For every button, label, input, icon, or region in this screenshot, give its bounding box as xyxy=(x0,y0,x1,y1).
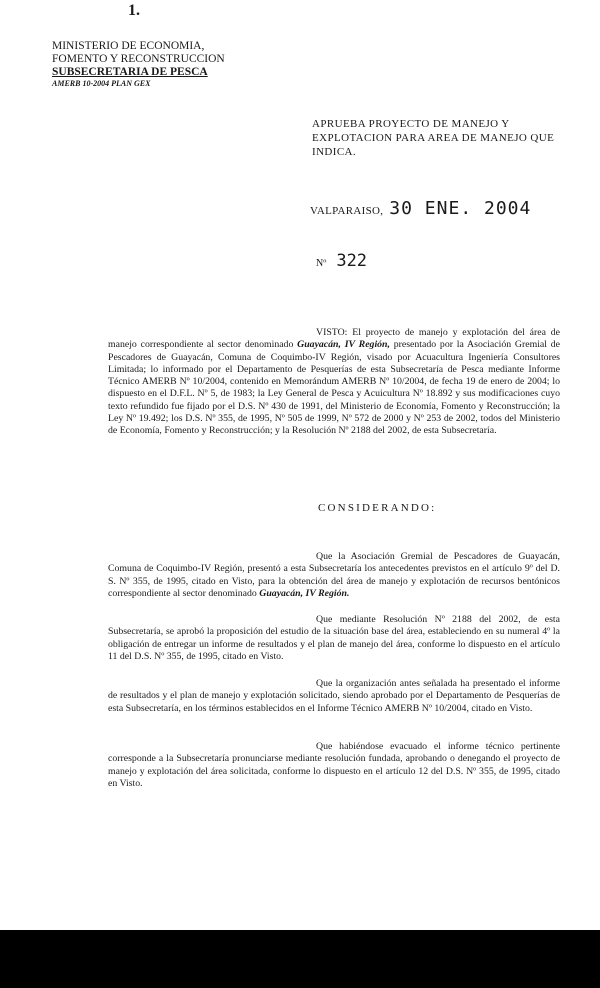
subsecretaria-name: SUBSECRETARIA DE PESCA xyxy=(52,66,208,78)
scan-bottom-border xyxy=(0,930,600,988)
resolution-number xyxy=(316,251,367,271)
date-city: VALPARAISO, xyxy=(310,205,384,217)
visto-paragraph xyxy=(108,327,560,438)
visto-text-2: presentado por la Asociación Gremial de Pescadores de Guayacán, Comuna de Coquimbo-IV Región, visado por Acuacultura Ingeniería Consultores Limitada; lo informado por el Departamento de Pesquerías de esta Subsecretaría de Pesca mediante Informe Técnico AMERB Nº 10/2004, contenido en Memorándum AMERB Nº 10/2004, de fecha 19 de enero de 2004; lo dispuesto en el D.F.L. Nº 5, de 1983; la Ley General de Pesca y Acuicultura Nº 18.892 y sus modificaciones cuyo texto refundido fue fijado por el D.S. Nº 430 de 1991, del Ministerio de Economía, Fomento y Reconstrucción; la Ley Nº 19.492; los D.S. Nº 355, de 1995, Nº 505 de 1999, Nº 572 de 2000 y Nº 253 de 2002, todos del Ministerio de Economía, Fomento y Reconstrucción; y la Resolución Nº 2188 del 2002, de esta Subsecretaría. xyxy=(108,339,561,437)
date-line xyxy=(310,198,531,219)
corner-mark: 1. xyxy=(128,2,140,19)
date-stamp: 30 ENE. 2004 xyxy=(389,198,532,219)
considerando-heading: CONSIDERANDO: xyxy=(318,502,437,514)
ministry-name: MINISTERIO DE ECONOMIA, xyxy=(52,40,205,52)
considerando-1 xyxy=(108,551,560,600)
resolution-number-label: Nº xyxy=(316,258,327,269)
ministry-name-cont: FOMENTO Y RECONSTRUCCION xyxy=(52,53,225,65)
considerando-3: Que la organización antes señalada ha presentado el informe de resultados y el plan de manejo y explotación solicitado, siendo aprobado por el Departamento de Pesquerías de esta Subsecretaría, en los términos establecidos en el Informe Técnico AMERB Nº 10/2004, citado en Visto. xyxy=(108,678,560,714)
visto-sector-name: Guayacán, IV Región, xyxy=(297,339,390,351)
considerando-2: Que mediante Resolución Nº 2188 del 2002, de esta Subsecretaría, se aprobó la proposición del estudio de la situación base del área, estableciendo en su numeral 4º la obligación de entregar un informe de resultados y el plan de manejo del área, conforme lo dispuesto en el artículo 11 del D.S. Nº 355, de 1995, citado en Visto. xyxy=(108,614,560,662)
considerando-1-sector: Guayacán, IV Región. xyxy=(259,587,350,599)
resolution-subject: APRUEBA PROYECTO DE MANEJO Y EXPLOTACION PARA AREA DE MANEJO QUE INDICA. xyxy=(312,118,555,158)
considerando-1-text: Que la Asociación Gremial de Pescadores de Guayacán, Comuna de Coquimbo-IV Región, presentó a esta Subsecretaría los antecedentes previstos en el artículo 9º del D. S. Nº 355, de 1995, citado en Visto, para la obtención del área de manejo y explotación de recursos bentónicos correspondiente al sector denominado xyxy=(108,551,560,599)
resolution-number-value: 322 xyxy=(336,251,368,271)
letterhead xyxy=(52,40,225,88)
visto-text-1: VISTO: El proyecto de manejo y explotación del área de manejo correspondiente al sector denominado xyxy=(108,327,560,351)
considerando-4: Que habiéndose evacuado el informe técnico pertinente corresponde a la Subsecretaría pronunciarse mediante resolución fundada, aprobando o denegando el proyecto de manejo y explotación del área solicitada, conforme lo dispuesto en el artículo 12 del D.S. Nº 355, de 1995, citado en Visto. xyxy=(108,741,560,789)
file-reference: AMERB 10-2004 PLAN GEX xyxy=(52,79,151,88)
